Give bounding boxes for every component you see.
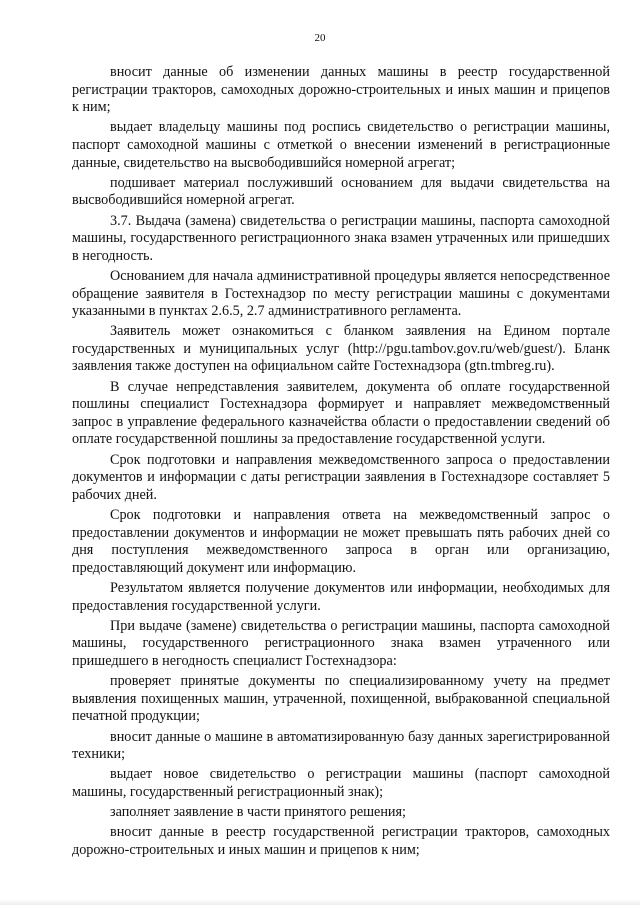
section-heading-3-7: 3.7. Выдача (замена) свидетельства о регистрации машины, паспорта самоходной машины, государственного регистрационного знака взамен утраченных или пришедших в негодность. [72,212,610,264]
paragraph: Срок подготовки и направления межведомственного запроса о предоставлении документов и информации с даты регистрации заявления в Гостехнадзоре составляет 5 рабочих дней. [72,451,610,503]
paragraph: Срок подготовки и направления ответа на межведомственный запрос о предоставлении документов и информации не может превышать пять рабочих дней со дня поступления межведомственного запроса в орган или организацию, предоставляющий документ или информацию. [72,507,610,576]
paragraph: заполняет заявление в части принятого решения; [110,804,406,821]
paragraph: подшивает материал послуживший основанием для выдачи свидетельства на высвободившийся номерной агрегат. [72,174,610,209]
paragraph: Результатом является получение документов или информации, необходимых для предоставления государственной услуги. [72,579,610,614]
page-number: 20 [314,32,326,44]
paragraph: вносит данные о машине в автоматизированную базу данных зарегистрированной техники; [72,728,610,763]
scan-bottom-edge [0,899,640,905]
paragraph: В случае непредставления заявителем, документа об оплате государственной пошлины специалист Гостехнадзора формирует и направляет межведомственный запрос в управление федерального казначейства области о предоставлении сведений об оплате государственной пошлины за предоставление государственной услуги. [72,378,610,448]
paragraph: проверяет принятые документы по специализированному учету на предмет выявления похищенных машин, утраченной, похищенной, выбракованной специальной печатной продукции; [72,673,610,725]
paragraph: вносит данные об изменении данных машины в реестр государственной регистрации тракторов, самоходных дорожно-строительных и иных машин и прицепов к ним; [72,64,610,116]
paragraph: Заявитель может ознакомиться с бланком заявления на Едином портале государственных и муниципальных услуг (http://pgu.tambov.gov.ru/web/guest/). Бланк заявления также доступен на официальном сайте Гостехнадзора (gtn.tmbreg.ru). [72,323,610,375]
paragraph: При выдаче (замене) свидетельства о регистрации машины, паспорта самоходной машины, государственного регистрационного знака взамен утраченного или пришедшего в негодность специалист Гостехнадзора: [72,617,610,669]
body-text [72,64,610,859]
paragraph: Основанием для начала административной процедуры является непосредственное обращение заявителя в Гостехнадзор по месту регистрации машины с документами указанными в пунктах 2.6.5, 2.7 административного регламента. [72,267,610,320]
paragraph: вносит данные в реестр государственной регистрации тракторов, самоходных дорожно-строительных и иных машин и прицепов к ним; [72,824,610,858]
paragraph: выдает владельцу машины под роспись свидетельство о регистрации машины, паспорт самоходной машины с отметкой о внесении изменений в регистрационные данные, свидетельство на высвободившийся номерной агрегат; [72,119,610,171]
paragraph: выдает новое свидетельство о регистрации машины (паспорт самоходной машины, государственный регистрационный знак); [72,766,610,800]
